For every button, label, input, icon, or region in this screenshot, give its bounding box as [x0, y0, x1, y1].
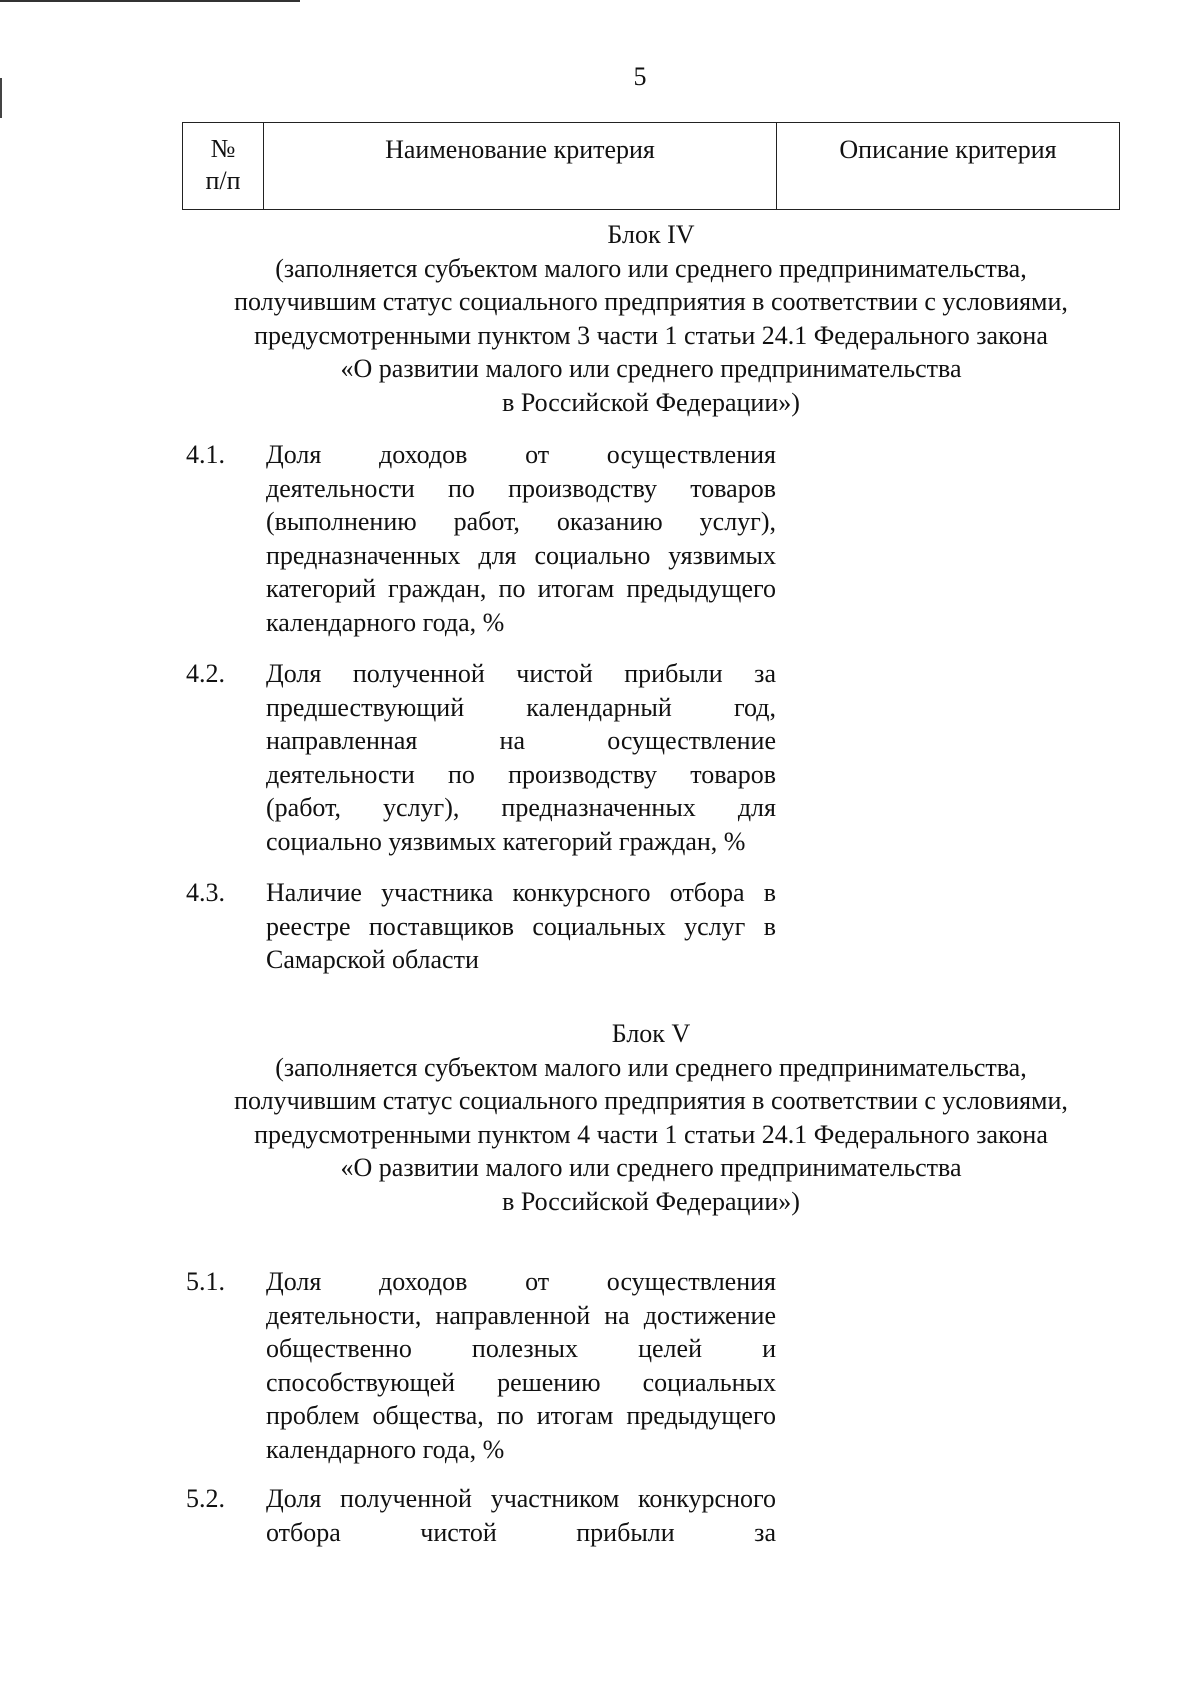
- criterion-text: Наличие участника конкурсного отбора в реестре поставщиков социальных услуг в Самарской области: [266, 878, 776, 974]
- block-4-note-line: предусмотренными пунктом 3 части 1 статьи 24.1 Федерального закона: [254, 320, 1048, 350]
- criterion-number: 4.1.: [186, 440, 225, 469]
- block-4-note-line: (заполняется субъектом малого или среднего предпринимательства,: [275, 253, 1027, 283]
- number-column-header: [183, 123, 264, 210]
- block-5-note-line: в Российской Федерации»): [502, 1186, 800, 1216]
- criterion-number: 5.1.: [186, 1267, 225, 1296]
- block-4-note-line: получившим статус социального предприятия в соответствии с условиями,: [234, 287, 1068, 316]
- block-5-heading: [182, 1017, 1120, 1218]
- scan-edge-mark: [0, 78, 2, 118]
- page-number: 5: [633, 62, 647, 91]
- criterion-number: 5.2.: [186, 1484, 225, 1513]
- number-column-label-line2: п/п: [205, 166, 241, 195]
- block-4-note-line: «О развитии малого или среднего предпринимательства: [340, 354, 962, 383]
- criterion-text: Доля полученной чистой прибыли за предшествующий календарный год, направленная на осуществление деятельности по производству товаров (работ, услуг), предназначенных для социально уязвимых категорий граждан, %: [266, 659, 776, 856]
- block-4-title: Блок IV: [607, 220, 695, 249]
- block-5-note-line: (заполняется субъектом малого или среднего предпринимательства,: [275, 1052, 1027, 1082]
- block-5-note-line: предусмотренными пунктом 4 части 1 статьи 24.1 Федерального закона: [254, 1119, 1048, 1149]
- block-5-note-line: получившим статус социального предприятия в соответствии с условиями,: [234, 1086, 1068, 1115]
- block-5-note-line: «О развитии малого или среднего предпринимательства: [340, 1153, 962, 1182]
- block-5-title: Блок V: [611, 1019, 691, 1048]
- table-header-row: [183, 123, 1120, 210]
- block-4-heading: [182, 218, 1120, 419]
- block-4-note-line: в Российской Федерации»): [502, 387, 800, 417]
- criteria-table-header: [182, 122, 1120, 210]
- number-column-label-line1: №: [210, 134, 236, 163]
- criterion-number: 4.3.: [186, 878, 225, 907]
- criterion-number: 4.2.: [186, 659, 225, 688]
- criterion-text: Доля доходов от осуществления деятельности, направленной на достижение общественно полезных целей и способствующей решению социальных проблем общества, по итогам предыдущего календарного года, %: [266, 1267, 776, 1464]
- criterion-description-column-header: Описание критерия: [777, 123, 1120, 210]
- criterion-name-column-header: Наименование критерия: [264, 123, 777, 210]
- criterion-text: Доля полученной участником конкурсного отбора чистой прибыли за: [266, 1484, 776, 1547]
- criterion-text: Доля доходов от осуществления деятельности по производству товаров (выполнению работ, оказанию услуг), предназначенных для социально уязвимых категорий граждан, по итогам предыдущего календарного года, %: [266, 440, 776, 637]
- scan-edge-line: [0, 0, 300, 2]
